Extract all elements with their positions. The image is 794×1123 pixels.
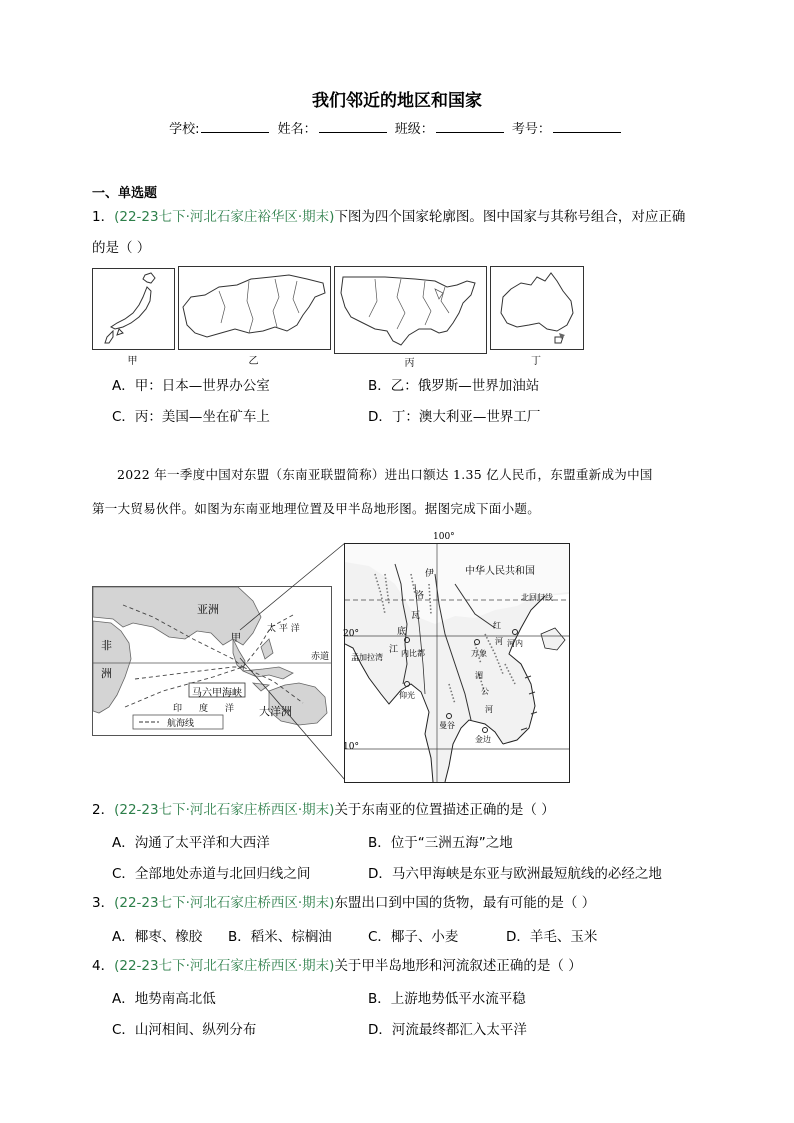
q1-option-b[interactable]: B．乙：俄罗斯—世界加油站 bbox=[368, 378, 540, 394]
name-blank[interactable] bbox=[319, 120, 387, 133]
map-japan-outline bbox=[92, 268, 175, 350]
question-source: (22-23七下·河北石家庄桥西区·期末) bbox=[114, 895, 335, 911]
question-source: (22-23七下·河北石家庄裕华区·期末) bbox=[114, 209, 335, 225]
label-mekong-1: 湄 bbox=[475, 671, 483, 680]
label-malacca-strait: 马六甲海峡 bbox=[192, 688, 242, 699]
question-number: 2． bbox=[92, 802, 115, 818]
school-blank[interactable] bbox=[201, 120, 269, 133]
label-irrawaddy-4: 底 bbox=[397, 627, 407, 637]
label-equator: 赤道 bbox=[311, 652, 330, 662]
label-asia: 亚洲 bbox=[197, 603, 219, 616]
q2-option-b[interactable]: B．位于“三洲五海”之地 bbox=[368, 835, 513, 851]
label-phnom-penh: 金边 bbox=[475, 735, 491, 744]
question-text: 东盟出口到中国的货物，最有可能的是（ ） bbox=[334, 895, 596, 911]
label-yangon: 仰光 bbox=[399, 691, 415, 700]
class-blank[interactable] bbox=[436, 120, 504, 133]
question-source: (22-23七下·河北石家庄桥西区·期末) bbox=[114, 802, 335, 818]
label-mekong-2: 公 bbox=[481, 687, 489, 696]
caption-ding: 丁 bbox=[531, 356, 541, 367]
label-naypyidaw: 内比都 bbox=[401, 649, 425, 658]
student-info-line bbox=[0, 118, 794, 137]
caption-yi: 乙 bbox=[248, 356, 259, 367]
label-irrawaddy-2: 洛 bbox=[415, 591, 425, 601]
caption-bing: 丙 bbox=[404, 358, 415, 369]
label-china: 中华人民共和国 bbox=[465, 566, 535, 577]
question-4 bbox=[92, 956, 582, 976]
passage-line-2: 第一大贸易伙伴。如图为东南亚地理位置及甲半岛地形图。据图完成下面小题。 bbox=[92, 501, 541, 516]
question-number: 3． bbox=[92, 895, 115, 911]
question-text: 关于东南亚的位置描述正确的是（ ） bbox=[334, 802, 555, 818]
map-australia-outline bbox=[490, 266, 584, 350]
q4-option-d[interactable]: D．河流最终都汇入太平洋 bbox=[368, 1022, 527, 1038]
q3-option-b[interactable]: B．稻米、棕榈油 bbox=[228, 929, 332, 945]
q1-option-c[interactable]: C．丙：美国—坐在矿车上 bbox=[112, 409, 270, 425]
label-latitude-20: 20° bbox=[343, 629, 359, 639]
question-1-continued: 的是（ ） bbox=[92, 240, 151, 256]
label-indian-1: 印 bbox=[173, 704, 183, 714]
map-usa-outline bbox=[334, 266, 487, 354]
q4-option-b[interactable]: B．上游地势低平水流平稳 bbox=[368, 991, 526, 1007]
question-number: 1． bbox=[92, 209, 115, 225]
label-oceania: 大洋洲 bbox=[259, 705, 292, 718]
label-red-river-2: 河 bbox=[495, 637, 503, 646]
label-africa-2: 洲 bbox=[101, 667, 112, 680]
question-2 bbox=[92, 800, 555, 820]
q2-option-c[interactable]: C．全部地处赤道与北回归线之间 bbox=[112, 866, 311, 882]
page-title: 我们邻近的地区和国家 bbox=[312, 91, 482, 111]
label-irrawaddy-5: 江 bbox=[389, 645, 399, 655]
label-latitude-10: 10° bbox=[343, 742, 359, 752]
q3-option-d[interactable]: D．羊毛、玉米 bbox=[506, 929, 598, 945]
label-pacific: 太 平 洋 bbox=[267, 624, 300, 634]
passage-line-1: 2022 年一季度中国对东盟（东南亚联盟简称）进出口额达 1.35 亿人民币，东盟重新成为中国 bbox=[117, 467, 653, 482]
label-irrawaddy-1: 伊 bbox=[425, 569, 435, 579]
question-3 bbox=[92, 893, 595, 913]
question-source: (22-23七下·河北石家庄桥西区·期末) bbox=[114, 958, 335, 974]
label-jia-peninsula: 甲 bbox=[231, 633, 241, 644]
legend-shipping-route: 航海线 bbox=[167, 719, 195, 729]
label-bay-of-bengal: 孟加拉湾 bbox=[351, 653, 383, 662]
q2-option-a[interactable]: A．沟通了太平洋和大西洋 bbox=[112, 835, 270, 851]
label-africa-1: 非 bbox=[101, 639, 112, 652]
number-label: 考号： bbox=[511, 122, 551, 137]
label-irrawaddy-3: 瓦 bbox=[411, 611, 421, 621]
caption-jia: 甲 bbox=[127, 356, 138, 367]
label-red-river-1: 红 bbox=[493, 621, 501, 630]
label-vientiane: 万象 bbox=[471, 649, 487, 658]
school-label: 学校: bbox=[169, 122, 200, 137]
question-text: 下图为四个国家轮廓图。图中国家与其称号组合，对应正确 bbox=[334, 209, 686, 225]
label-mekong-3: 河 bbox=[485, 705, 493, 714]
question-number: 4． bbox=[92, 958, 115, 974]
class-label: 班级： bbox=[394, 122, 434, 137]
label-longitude-100: 100° bbox=[433, 532, 455, 542]
q3-option-c[interactable]: C．椰子、小麦 bbox=[368, 929, 459, 945]
q1-option-a[interactable]: A．甲：日本—世界办公室 bbox=[112, 378, 270, 394]
label-bangkok: 曼谷 bbox=[439, 721, 455, 730]
label-hanoi: 河内 bbox=[507, 639, 523, 648]
zoom-connector-lines bbox=[230, 540, 350, 785]
question-1 bbox=[92, 207, 685, 227]
q2-option-d[interactable]: D．马六甲海峡是东亚与欧洲最短航线的必经之地 bbox=[368, 866, 662, 882]
q1-option-d[interactable]: D．丁：澳大利亚—世界工厂 bbox=[368, 409, 541, 425]
map-indochina-terrain bbox=[343, 532, 570, 783]
number-blank[interactable] bbox=[553, 120, 621, 133]
label-tropic-of-cancer: 北回归线 bbox=[521, 593, 553, 602]
question-text: 关于甲半岛地形和河流叙述正确的是（ ） bbox=[334, 958, 582, 974]
map-russia-outline bbox=[178, 266, 331, 350]
section-heading: 一、单选题 bbox=[92, 186, 158, 201]
q4-option-a[interactable]: A．地势南高北低 bbox=[112, 991, 216, 1007]
label-indian-3: 洋 bbox=[225, 704, 235, 714]
q4-option-c[interactable]: C．山河相间、纵列分布 bbox=[112, 1022, 257, 1038]
q3-option-a[interactable]: A．椰枣、橡胶 bbox=[112, 929, 203, 945]
label-indian-2: 度 bbox=[199, 704, 209, 714]
reading-passage bbox=[92, 458, 704, 526]
name-label: 姓名： bbox=[277, 122, 317, 137]
